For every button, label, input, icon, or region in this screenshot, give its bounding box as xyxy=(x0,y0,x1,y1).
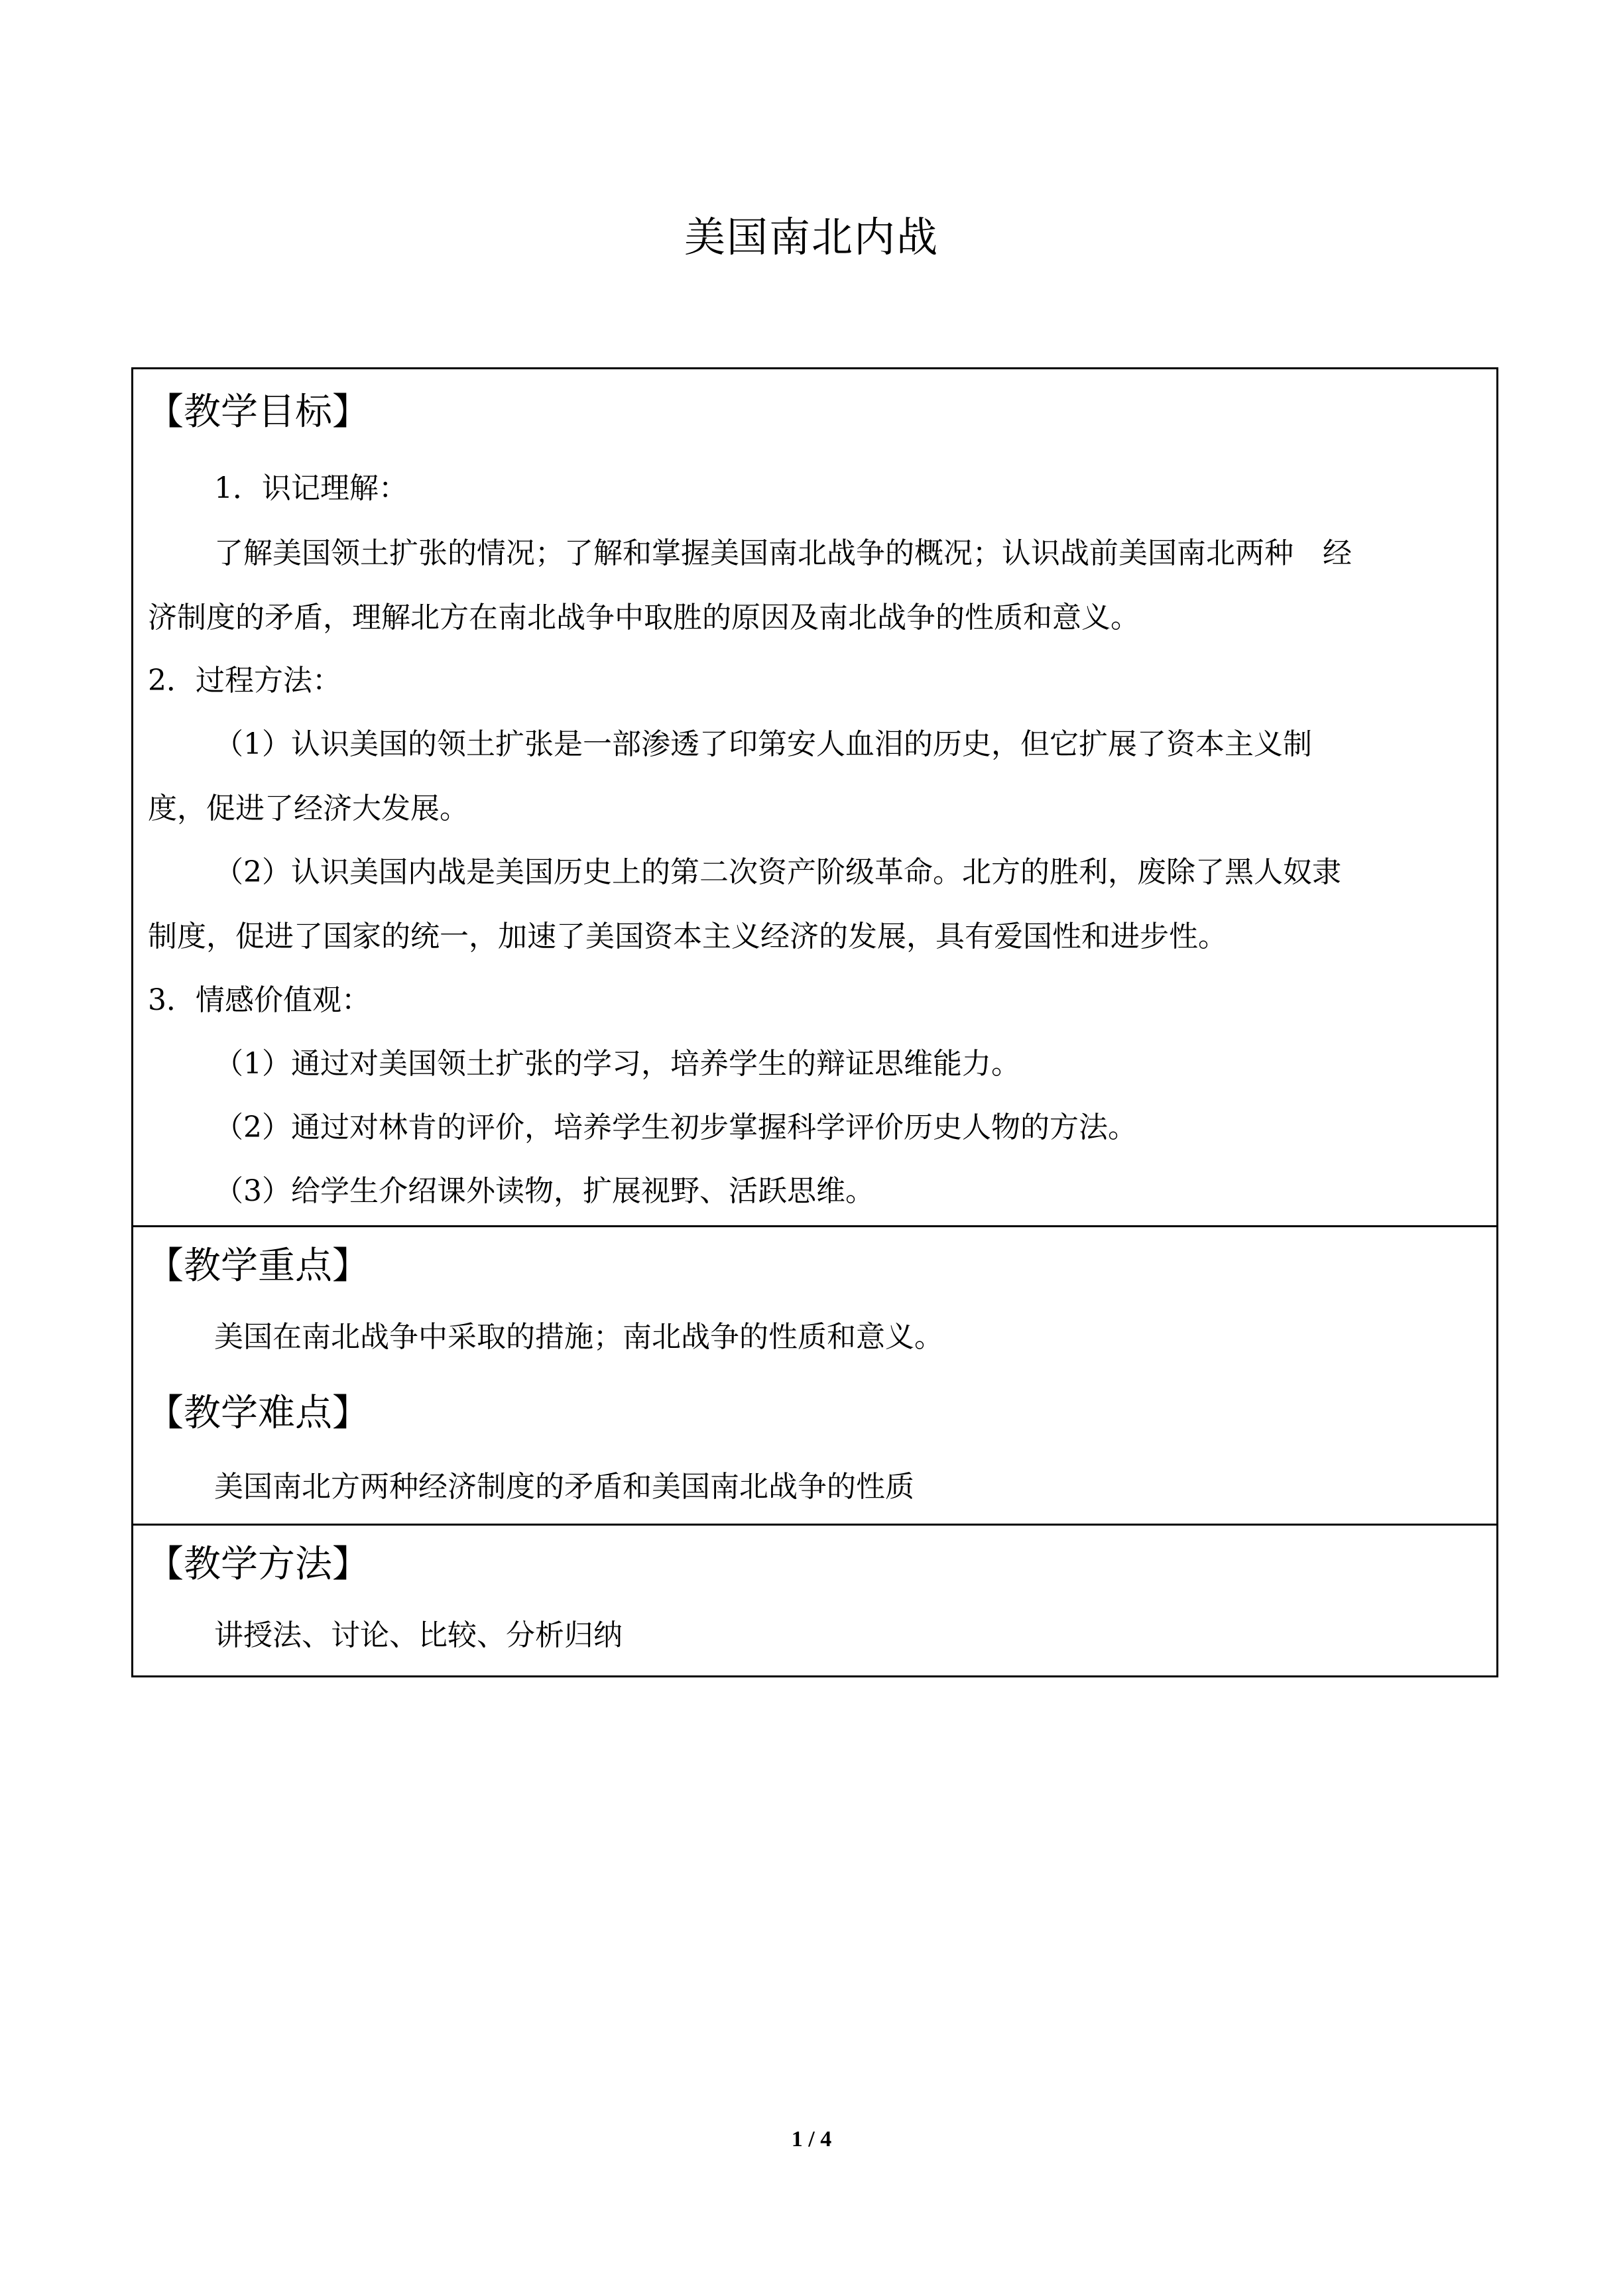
page-title: 美国南北内战 xyxy=(684,213,939,261)
difficulties-text: 美国南北方两种经济制度的矛盾和美国南北战争的性质 xyxy=(214,1470,914,1504)
objectives-heading: 【教学目标】 xyxy=(147,391,369,434)
lesson-plan-table xyxy=(131,367,1498,1677)
objective-2-point-1-line-1: （1）认识美国的领土扩张是一部渗透了印第安人血泪的历史，但它扩展了资本主义制 xyxy=(214,727,1312,761)
objective-3-title: 3．情感价值观： xyxy=(148,983,371,1017)
objective-1-title: 1．识记理解： xyxy=(214,471,408,505)
objective-1-line-1: 了解美国领土扩张的情况；了解和掌握美国南北战争的概况；认识战前美国南北两种 经 xyxy=(214,536,1352,570)
objective-3-point-1: （1）通过对美国领土扩张的学习，培养学生的辩证思维能力。 xyxy=(214,1047,1020,1081)
difficulties-heading: 【教学难点】 xyxy=(147,1392,369,1435)
objective-3-point-2: （2）通过对林肯的评价，培养学生初步掌握科学评价历史人物的方法。 xyxy=(214,1111,1137,1144)
page-number: 1 / 4 xyxy=(791,2127,832,2151)
key-points-text: 美国在南北战争中采取的措施；南北战争的性质和意义。 xyxy=(214,1320,943,1354)
methods-heading: 【教学方法】 xyxy=(147,1543,369,1586)
objectives-section xyxy=(133,369,1496,1227)
objective-1-line-2: 济制度的矛盾，理解北方在南北战争中取胜的原因及南北战争的性质和意义。 xyxy=(148,601,1140,634)
objective-2-point-2-line-2: 制度，促进了国家的统一，加速了美国资本主义经济的发展，具有爱国性和进步性。 xyxy=(148,920,1227,953)
methods-section xyxy=(133,1526,1496,1677)
objective-3-point-3: （3）给学生介绍课外读物，扩展视野、活跃思维。 xyxy=(214,1174,874,1208)
key-points-heading: 【教学重点】 xyxy=(147,1244,369,1288)
objective-2-title: 2．过程方法： xyxy=(148,664,341,697)
methods-text: 讲授法、讨论、比较、分析归纳 xyxy=(214,1618,623,1652)
objective-2-point-1-line-2: 度，促进了经济大发展。 xyxy=(148,792,469,825)
key-difficult-section xyxy=(133,1227,1496,1526)
objective-2-point-2-line-1: （2）认识美国内战是美国历史上的第二次资产阶级革命。北方的胜利，废除了黑人奴隶 xyxy=(214,855,1341,889)
